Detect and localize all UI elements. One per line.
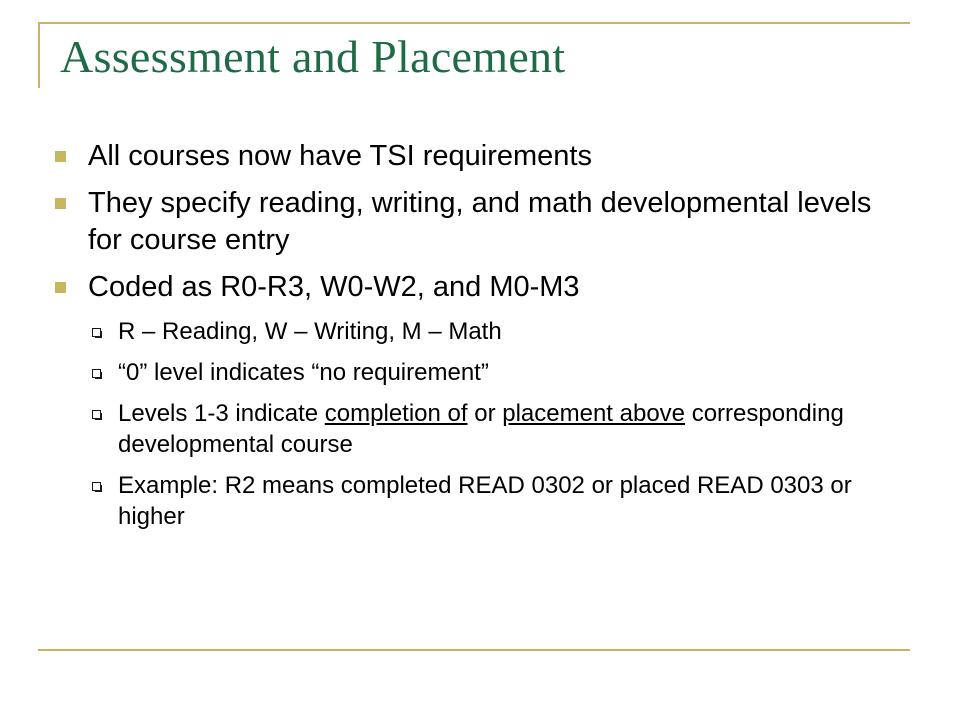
underlined-term-completion: completion of — [324, 400, 468, 427]
sub-bullet-item — [52, 316, 912, 347]
sub-bullet-item — [52, 470, 912, 532]
sub-bullet-text: R – Reading, W – Writing, M – Math — [118, 318, 502, 345]
bottom-rule — [38, 649, 910, 651]
sub-bullet-text: Example: R2 means completed READ 0302 or placed READ 0303 or higher — [118, 472, 852, 530]
bullet-text: All courses now have TSI requirements — [88, 140, 592, 172]
sub-bullet-item — [52, 398, 912, 460]
slide-title: Assessment and Placement — [60, 31, 566, 82]
checkbox-bullet-icon — [92, 482, 101, 491]
bullet-text: Coded as R0-R3, W0-W2, and M0-M3 — [88, 271, 580, 303]
sub-bullet-item — [52, 357, 912, 388]
top-rule — [38, 22, 910, 24]
square-bullet-icon — [55, 151, 66, 162]
sub-bullet-text-part: or — [467, 400, 503, 427]
checkbox-bullet-icon — [92, 410, 101, 419]
left-rule — [38, 22, 40, 88]
sub-bullet-text: “0” level indicates “no requirement” — [118, 359, 489, 386]
sub-bullet-text-part: corresponding developmental course — [118, 400, 844, 458]
checkbox-bullet-icon — [92, 369, 101, 378]
bullet-item — [52, 269, 912, 306]
square-bullet-icon — [55, 282, 66, 293]
checkbox-bullet-icon — [92, 328, 101, 337]
bullet-item — [52, 185, 912, 259]
underlined-term-placement: placement above — [502, 400, 686, 427]
sub-bullet-text-part: Levels 1-3 indicate — [118, 400, 325, 427]
bullet-item — [52, 138, 912, 175]
square-bullet-icon — [55, 198, 66, 209]
bullet-text: They specify reading, writing, and math developmental levels for course entry — [88, 187, 872, 256]
slide-content — [52, 138, 912, 542]
